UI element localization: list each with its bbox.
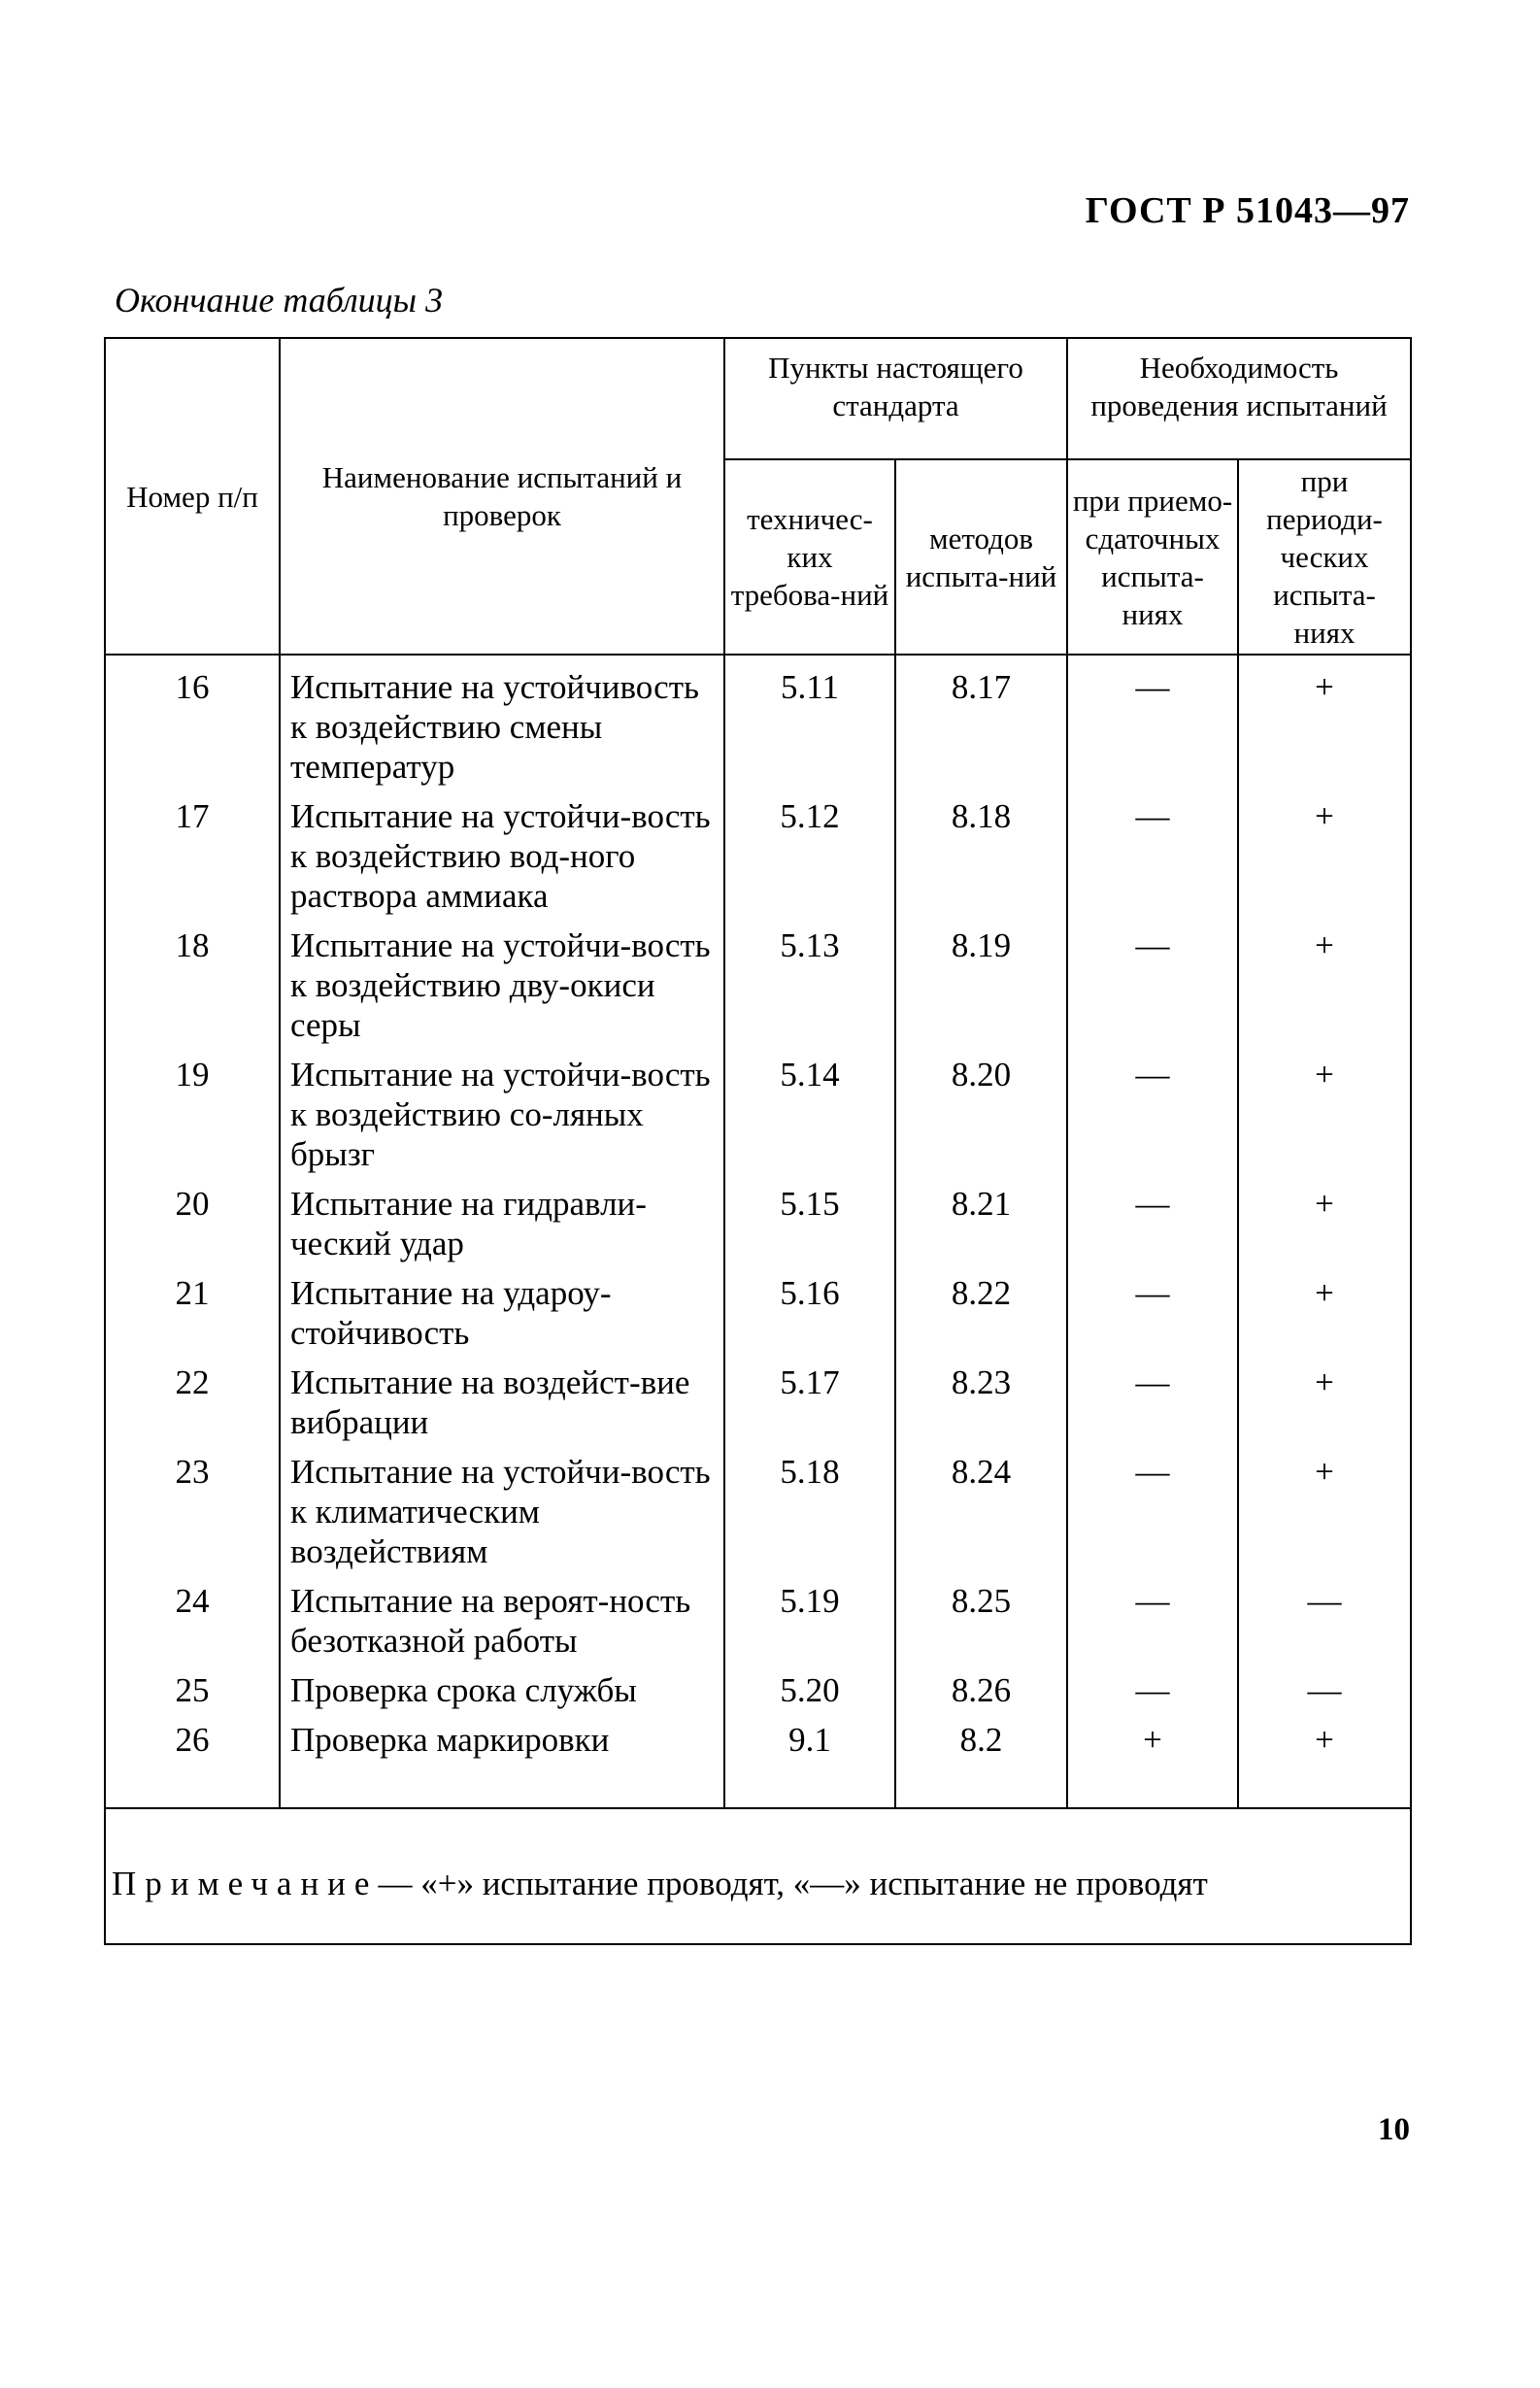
table-continuation-label: Окончание таблицы 3 [115,281,444,320]
tech-req-clause: 5.17 [724,1357,895,1446]
table-note [105,1808,1411,1944]
method-clause: 8.19 [895,920,1067,1049]
test-name: Испытание на устойчи-вость к воздействию дву-окиси серы [280,920,724,1049]
method-clause: 8.26 [895,1665,1067,1714]
periodic-mark: + [1238,1357,1411,1446]
tech-req-clause: 5.19 [724,1575,895,1665]
note-label: Примечание [112,1865,379,1902]
tech-req-clause: 5.14 [724,1049,895,1178]
row-number: 21 [105,1267,280,1357]
method-clause: 8.17 [895,655,1067,790]
test-name: Проверка срока службы [280,1665,724,1714]
periodic-mark: + [1238,1178,1411,1267]
periodic-mark: — [1238,1665,1411,1714]
tech-req-clause: 5.11 [724,655,895,790]
table-row [105,1178,1411,1267]
header-periodic-tests: при периоди-ческих испыта-ниях [1238,459,1411,655]
tech-req-clause: 5.18 [724,1446,895,1575]
row-number: 16 [105,655,280,790]
row-number: 23 [105,1446,280,1575]
spacer-cell [895,1764,1067,1808]
periodic-mark: + [1238,1446,1411,1575]
table-row [105,1049,1411,1178]
spacer-cell [724,1764,895,1808]
table-row [105,1357,1411,1446]
acceptance-mark: — [1067,1575,1238,1665]
acceptance-mark: — [1067,920,1238,1049]
test-name: Испытание на гидравли-ческий удар [280,1178,724,1267]
acceptance-mark: — [1067,1357,1238,1446]
table-row [105,1665,1411,1714]
tests-table [104,337,1412,1945]
periodic-mark: — [1238,1575,1411,1665]
table-spacer-row [105,1764,1411,1808]
tech-req-clause: 5.13 [724,920,895,1049]
periodic-mark: + [1238,790,1411,920]
method-clause: 8.24 [895,1446,1067,1575]
table-body [105,655,1411,1808]
test-name: Испытание на воздейст-вие вибрации [280,1357,724,1446]
header-test-name: Наименование испытаний и проверок [280,338,724,655]
acceptance-mark: — [1067,1267,1238,1357]
test-name: Проверка маркировки [280,1714,724,1764]
table-row [105,1267,1411,1357]
tech-req-clause: 5.16 [724,1267,895,1357]
spacer-cell [1067,1764,1238,1808]
header-standard-clauses: Пункты настоящего стандарта [724,338,1067,459]
method-clause: 8.25 [895,1575,1067,1665]
header-acceptance-tests: при приемо-сдаточных испыта-ниях [1067,459,1238,655]
row-number: 22 [105,1357,280,1446]
acceptance-mark: — [1067,1178,1238,1267]
test-name: Испытание на устойчи-вость к климатическим воздействиям [280,1446,724,1575]
header-technical-requirements: техничес-ких требова-ний [724,459,895,655]
row-number: 25 [105,1665,280,1714]
test-name: Испытание на устойчи-вость к воздействию со-ляных брызг [280,1049,724,1178]
page-number: 10 [1378,2112,1410,2147]
acceptance-mark: — [1067,655,1238,790]
row-number: 18 [105,920,280,1049]
acceptance-mark: — [1067,1049,1238,1178]
method-clause: 8.2 [895,1714,1067,1764]
spacer-cell [105,1764,280,1808]
test-name: Испытание на устойчивость к воздействию смены температур [280,655,724,790]
method-clause: 8.22 [895,1267,1067,1357]
header-test-methods: методов испыта-ний [895,459,1067,655]
test-name: Испытание на устойчи-вость к воздействию вод-ного раствора аммиака [280,790,724,920]
table-row [105,790,1411,920]
table-row [105,1714,1411,1764]
row-number: 26 [105,1714,280,1764]
note-text: — «+» испытание проводят, «—» испытание не проводят [378,1865,1208,1902]
test-name: Испытание на вероят-ность безотказной работы [280,1575,724,1665]
periodic-mark: + [1238,1714,1411,1764]
method-clause: 8.18 [895,790,1067,920]
row-number: 19 [105,1049,280,1178]
acceptance-mark: + [1067,1714,1238,1764]
table-row [105,1446,1411,1575]
row-number: 17 [105,790,280,920]
table-row [105,1575,1411,1665]
row-number: 24 [105,1575,280,1665]
header-test-necessity: Необходимость проведения испытаний [1067,338,1411,459]
tech-req-clause: 5.15 [724,1178,895,1267]
acceptance-mark: — [1067,1665,1238,1714]
acceptance-mark: — [1067,1446,1238,1575]
method-clause: 8.23 [895,1357,1067,1446]
table-row [105,920,1411,1049]
tech-req-clause: 9.1 [724,1714,895,1764]
test-name: Испытание на удароу-стойчивость [280,1267,724,1357]
method-clause: 8.20 [895,1049,1067,1178]
tech-req-clause: 5.12 [724,790,895,920]
tech-req-clause: 5.20 [724,1665,895,1714]
spacer-cell [1238,1764,1411,1808]
periodic-mark: + [1238,655,1411,790]
document-code: ГОСТ Р 51043—97 [1085,190,1410,231]
periodic-mark: + [1238,1267,1411,1357]
method-clause: 8.21 [895,1178,1067,1267]
header-number: Номер п/п [105,338,280,655]
table-row [105,655,1411,790]
acceptance-mark: — [1067,790,1238,920]
periodic-mark: + [1238,920,1411,1049]
spacer-cell [280,1764,724,1808]
row-number: 20 [105,1178,280,1267]
periodic-mark: + [1238,1049,1411,1178]
